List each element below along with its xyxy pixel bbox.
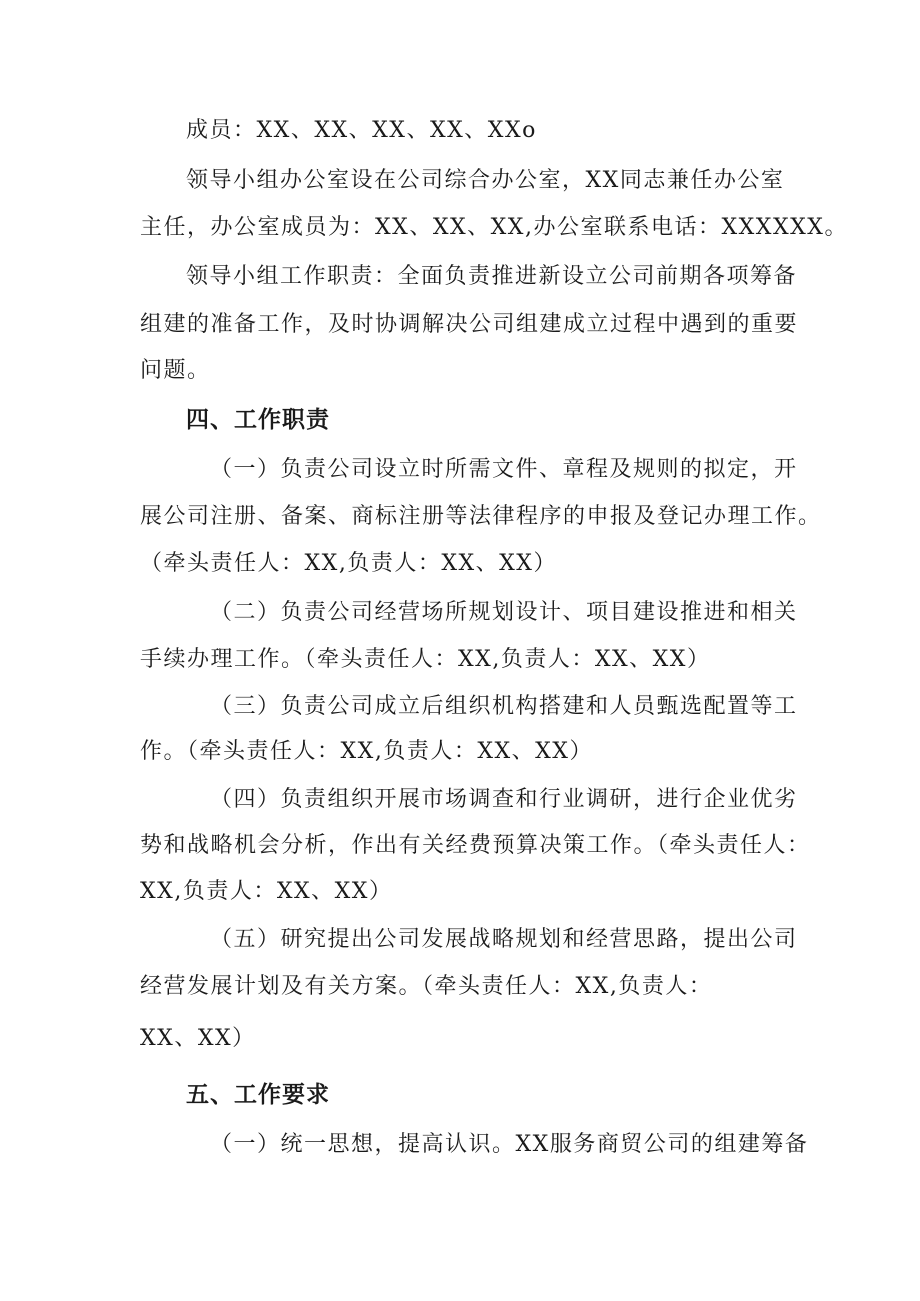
item-4-line-3: XX,负责人：XX、XX） [140, 879, 393, 904]
duties-paragraph-line-2: 组建的准备工作，及时协调解决公司组建成立过程中遇到的重要 [140, 312, 799, 337]
office-paragraph-line-1: 领导小组办公室设在公司综合办公室，XX同志兼任办公室 [186, 168, 785, 193]
item-4-line-1: （四）负责组织开展市场调查和行业调研，进行企业优劣 [210, 787, 798, 812]
section-heading-4: 四、工作职责 [186, 407, 330, 433]
item-2-line-1: （二）负责公司经营场所规划设计、项目建设推进和相关 [210, 600, 798, 625]
office-paragraph-line-2: 主任，办公室成员为：XX、XX、XX,办公室联系电话：XXXXXX。 [140, 215, 848, 240]
duties-paragraph-line-3: 问题。 [140, 358, 211, 383]
item-1-line-1: （一）负责公司设立时所需文件、章程及规则的拟定，开 [210, 457, 798, 482]
item-4-line-2: 势和战略机会分析，作出有关经费预算决策工作。（牵头责任人： [140, 833, 811, 858]
members-line: 成员：XX、XX、XX、XX、XXo [186, 118, 537, 143]
item-1-line-2: 展公司注册、备案、商标注册等法律程序的申报及登记办理工作。 [140, 504, 822, 529]
item-5-line-3: XX、XX） [140, 1026, 256, 1051]
item-3-line-2: 作。（牵头责任人：XX,负责人：XX、XX） [140, 739, 593, 764]
requirement-1-line-1: （一）统一思想，提高认识。XX服务商贸公司的组建筹备 [210, 1132, 809, 1157]
item-2-line-2: 手续办理工作。（牵头责任人：XX,负责人：XX、XX） [140, 647, 711, 672]
duties-paragraph-line-1: 领导小组工作职责：全面负责推进新设立公司前期各项筹备 [186, 264, 798, 289]
item-5-line-1: （五）研究提出公司发展战略规划和经营思路，提出公司 [210, 927, 798, 952]
item-3-line-1: （三）负责公司成立后组织机构搭建和人员甄选配置等工 [210, 694, 798, 719]
section-heading-5: 五、工作要求 [186, 1082, 330, 1108]
item-1-line-3: （牵头责任人：XX,负责人：XX、XX） [140, 551, 557, 576]
item-5-line-2: 经营发展计划及有关方案。（牵头责任人：XX,负责人： [140, 974, 713, 999]
